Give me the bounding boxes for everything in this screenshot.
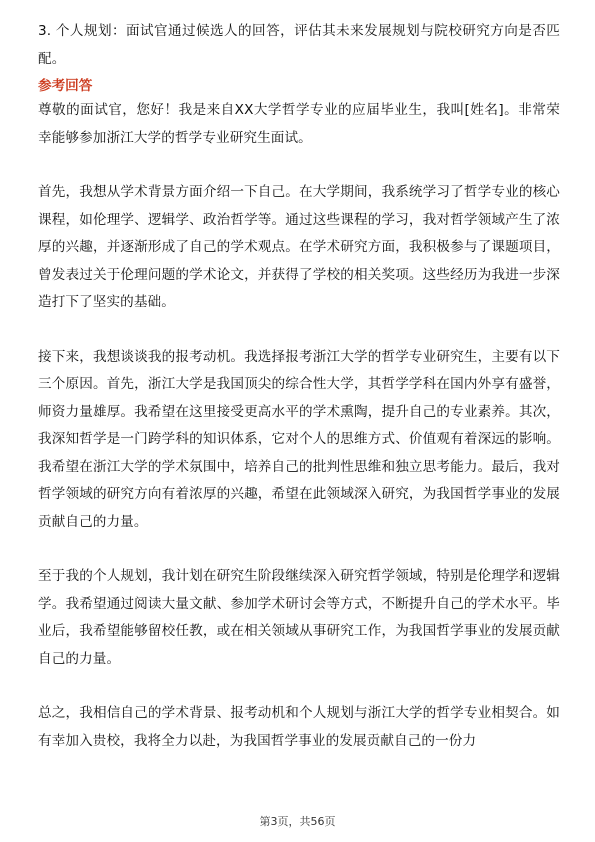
page-number-footer: 第3页，共56页	[259, 815, 336, 828]
answer-paragraph-conclusion: 总之，我相信自己的学术背景、报考动机和个人规划与浙江大学的哲学专业相契合。如有幸加入贵校，我将全力以赴，为我国哲学事业的发展贡献自己的一份力	[38, 705, 560, 749]
answer-paragraph-background: 首先，我想从学术背景方面介绍一下自己。在大学期间，我系统学习了哲学专业的核心课程，如伦理学、逻辑学、政治哲学等。通过这些课程的学习，我对哲学领域产生了浓厚的兴趣，并逐渐形成了自己的学术观点。在学术研究方面，我积极参与了课题项目，曾发表过关于伦理问题的学术论文，并获得了学校的相关奖项。这些经历为我进一步深造打下了坚实的基础。	[38, 184, 560, 310]
document-page	[38, 18, 560, 755]
answer-heading: 参考回答	[38, 78, 93, 94]
question-text: 3. 个人规划：面试官通过候选人的回答，评估其未来发展规划与院校研究方向是否匹配。	[38, 23, 560, 67]
paragraph-gap	[38, 536, 560, 563]
answer-paragraph-motivation: 接下来，我想谈谈我的报考动机。我选择报考浙江大学的哲学专业研究生，主要有以下三个原因。首先，浙江大学是我国顶尖的综合性大学，其哲学学科在国内外享有盛誉，师资力量雄厚。我希望在这里接受更高水平的学术熏陶，提升自己的专业素养。其次，我深知哲学是一门跨学科的知识体系，它对个人的思维方式、价值观有着深远的影响。我希望在浙江大学的学术氛围中，培养自己的批判性思维和独立思考能力。最后，我对哲学领域的研究方向有着浓厚的兴趣，希望在此领域深入研究，为我国哲学事业的发展贡献自己的力量。	[38, 348, 560, 530]
answer-paragraph-plan: 至于我的个人规划，我计划在研究生阶段继续深入研究哲学领域，特别是伦理学和逻辑学。我希望通过阅读大量文献、参加学术研讨会等方式，不断提升自己的学术水平。毕业后，我希望能够留校任教，或在相关领域从事研究工作，为我国哲学事业的发展贡献自己的力量。	[38, 568, 560, 667]
paragraph-gap	[38, 317, 560, 344]
answer-paragraph-greeting: 尊敬的面试官，您好！我是来自XX大学哲学专业的应届毕业生，我叫[姓名]。非常荣幸能够参加浙江大学的哲学专业研究生面试。	[38, 102, 560, 146]
paragraph-gap	[38, 673, 560, 700]
paragraph-gap	[38, 152, 560, 179]
